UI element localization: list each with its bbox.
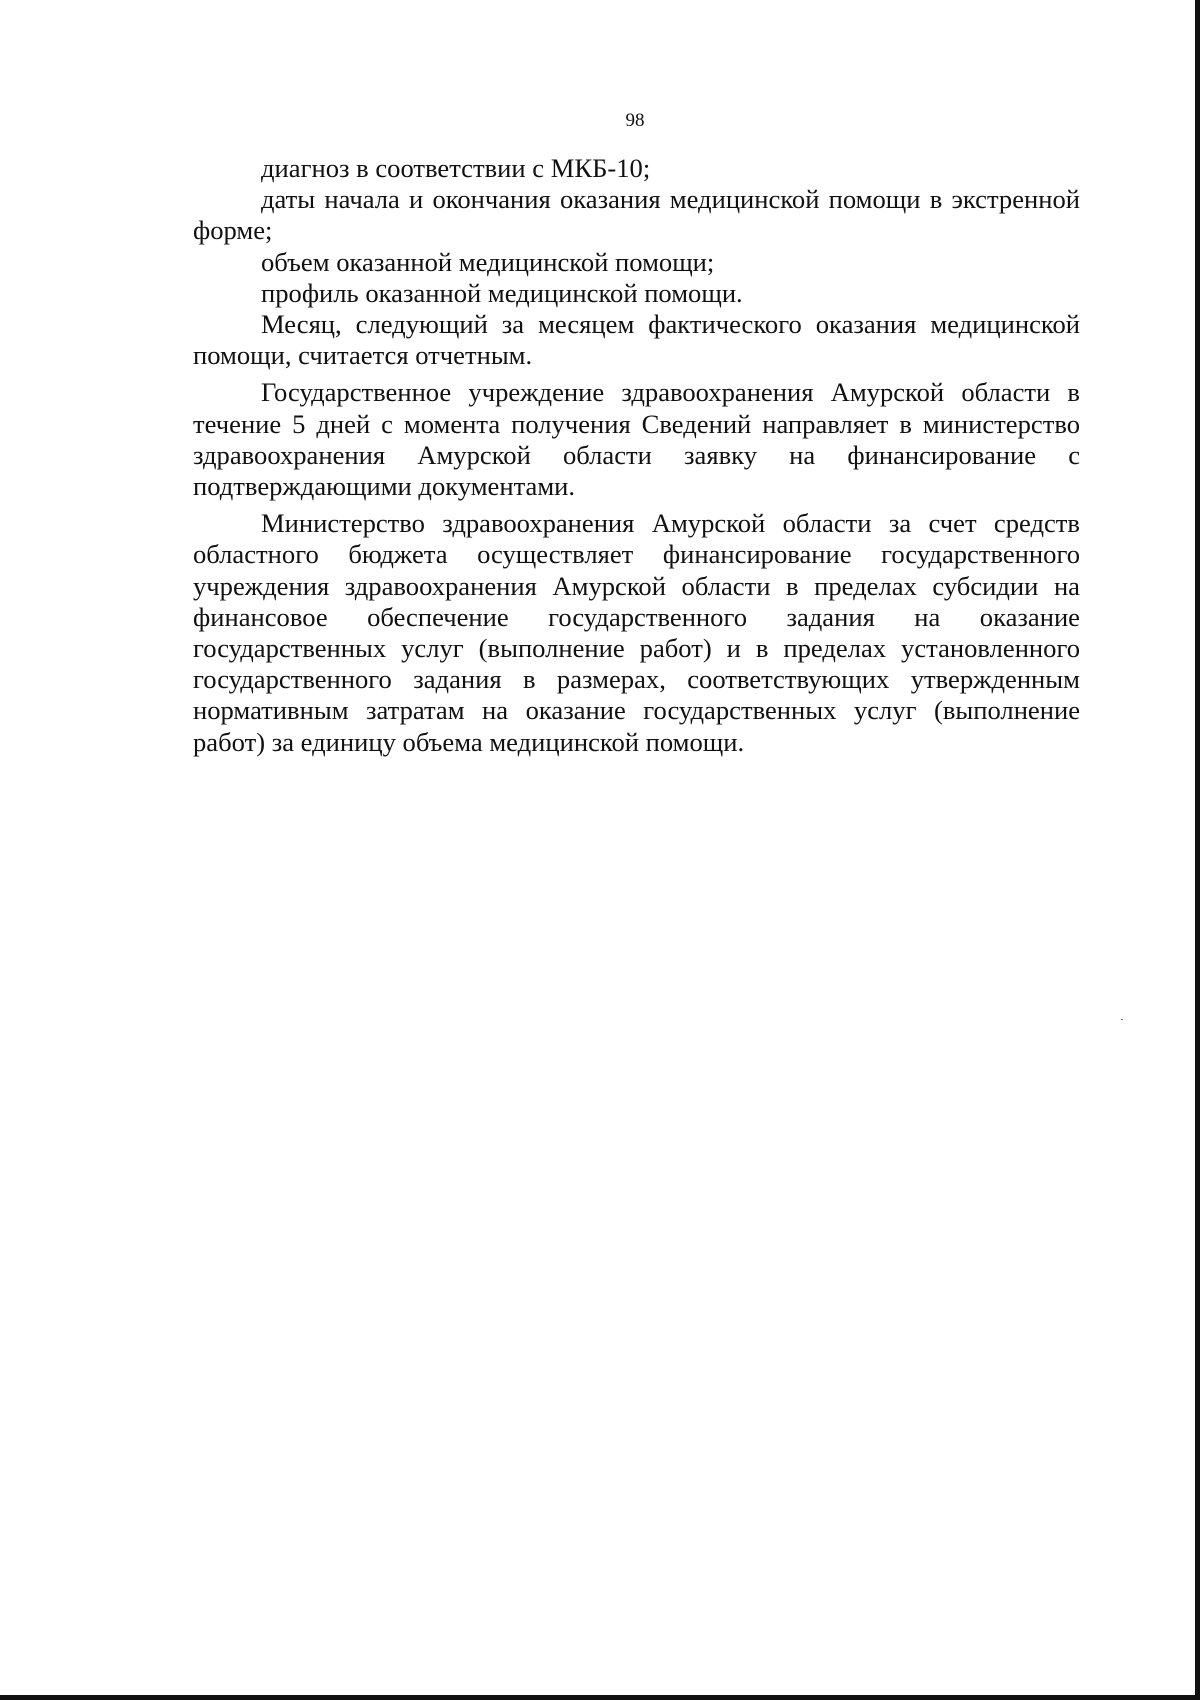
document-body [193, 153, 1080, 758]
paragraph-diagnosis: диагноз в соответствии с МКБ-10; [261, 153, 651, 183]
paragraph-care-dates: даты начала и окончания оказания медицинской помощи в экстренной форме; [193, 184, 1080, 246]
paragraph-reporting-month: Месяц, следующий за месяцем фактического оказания медицинской помощи, считается отчетным. [193, 309, 1080, 371]
paragraph-funding-request: Государственное учреждение здравоохранения Амурской области в течение 5 дней с момента получения Сведений направляет в министерство здравоохранения Амурской области заявку на финансирование с подтверждающими документами. [193, 377, 1080, 502]
page-number: 98 [625, 110, 645, 131]
paragraph-care-volume: объем оказанной медицинской помощи; [261, 246, 715, 277]
paragraph-ministry-financing: Министерство здравоохранения Амурской области за счет средств областного бюджета осуществляет финансирование государственного учреждения здравоохранения Амурской области в пределах субсидии на финансовое обеспечение государственного задания на оказание государственных услуг (выполнение работ) и в пределах установленного государственного задания в размерах, соответствующих утвержденным нормативным затратам на оказание государственных услуг (выполнение работ) за единицу объема медицинской помощи. [193, 508, 1080, 757]
scan-speck [1121, 1019, 1123, 1020]
paragraph-care-profile: профиль оказанной медицинской помощи. [261, 277, 743, 308]
